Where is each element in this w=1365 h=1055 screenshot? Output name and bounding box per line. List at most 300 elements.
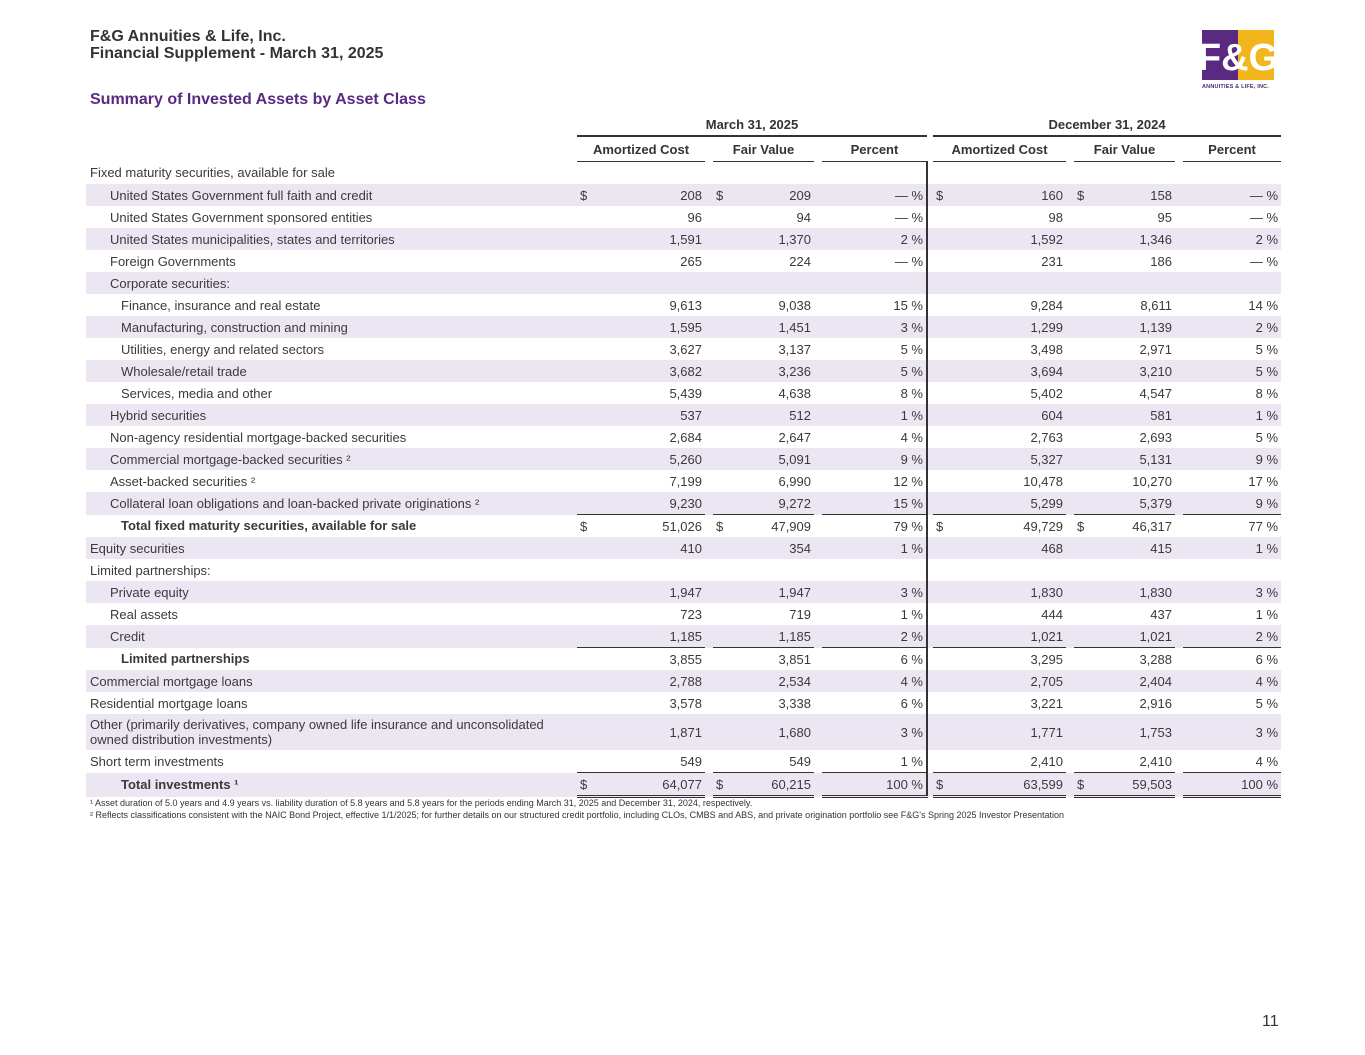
- cell-value: 3,855: [669, 651, 702, 667]
- fair-value-mar-2025: [713, 228, 814, 250]
- fair-value-dec-2024: [1074, 714, 1175, 750]
- fair-value-mar-2025: [713, 581, 814, 603]
- amortized-cost-dec-2024: [933, 162, 1066, 185]
- report-header: [90, 28, 383, 62]
- amortized-cost-mar-2025: [577, 492, 705, 515]
- table-row: [86, 692, 1281, 714]
- cell-value: 2 %: [1255, 628, 1279, 644]
- cell-value: 5,299: [1030, 495, 1063, 511]
- cell-value: 100 %: [886, 776, 923, 792]
- fair-value-dec-2024: [1074, 338, 1175, 360]
- table-row: [86, 294, 1281, 316]
- amortized-cost-dec-2024: [933, 714, 1066, 750]
- row-label: Services, media and other: [121, 385, 273, 401]
- table-row: [86, 537, 1281, 559]
- cell-value: 4 %: [900, 429, 923, 445]
- fair-value-mar-2025: [713, 492, 814, 515]
- percent-dec-2024: [1183, 470, 1281, 492]
- percent-dec-2024: [1183, 625, 1281, 648]
- percent-dec-2024: [1183, 692, 1281, 714]
- cell-value: 1,830: [1139, 584, 1172, 600]
- percent-mar-2025: [822, 603, 927, 625]
- cell-value: 3,338: [778, 695, 811, 711]
- cell-value: 2,647: [778, 429, 811, 445]
- cell-value: 719: [789, 606, 811, 622]
- fg-logo: [1197, 30, 1279, 92]
- row-label: Manufacturing, construction and mining: [86, 316, 571, 338]
- cell-value: 10,478: [1023, 473, 1063, 489]
- fair-value-mar-2025: [713, 448, 814, 470]
- cell-value: 2,788: [669, 673, 702, 689]
- cell-value: 512: [789, 407, 811, 423]
- cell-value: 5,379: [1139, 495, 1172, 511]
- cell-value: 4 %: [1255, 673, 1279, 689]
- amortized-cost-dec-2024: [933, 448, 1066, 470]
- fair-value-mar-2025: [713, 714, 814, 750]
- cell-value: 3,498: [1030, 341, 1063, 357]
- percent-mar-2025: [822, 382, 927, 404]
- amortized-cost-mar-2025: [577, 338, 705, 360]
- dollar-sign: $: [1077, 518, 1085, 534]
- fair-value-mar-2025: [713, 670, 814, 692]
- cell-value: 5,402: [1030, 385, 1063, 401]
- fair-value-dec-2024: [1074, 448, 1175, 470]
- cell-value: 3,210: [1139, 363, 1172, 379]
- table-row: [86, 625, 1281, 648]
- cell-value: 46,317: [1132, 518, 1172, 534]
- table-row: [86, 316, 1281, 338]
- logo-text: F&G: [1197, 37, 1279, 79]
- cell-value: 1,830: [1030, 584, 1063, 600]
- cell-value: 3,682: [669, 363, 702, 379]
- cell-value: — %: [894, 187, 923, 203]
- table-row: [86, 670, 1281, 692]
- amortized-cost-dec-2024: [933, 559, 1066, 581]
- amortized-cost-mar-2025: [577, 316, 705, 338]
- cell-value: 8 %: [1255, 385, 1279, 401]
- cell-value: 2,971: [1139, 341, 1172, 357]
- cell-value: 3,694: [1030, 363, 1063, 379]
- cell-value: 5 %: [1255, 695, 1279, 711]
- cell-value: — %: [894, 209, 923, 225]
- footnote-1: ¹ Asset duration of 5.0 years and 4.9 years vs. liability duration of 5.8 years and 5.8 years for the periods ending March 31, 2025 and December 31, 2024, respectively.: [90, 798, 753, 808]
- fair-value-dec-2024: [1074, 382, 1175, 404]
- cell-value: 354: [789, 540, 811, 556]
- table-row: [86, 515, 1281, 538]
- amortized-cost-dec-2024: [933, 250, 1066, 272]
- row-label: Real assets: [110, 606, 178, 622]
- amortized-cost-dec-2024: [933, 648, 1066, 671]
- cell-value: 2 %: [1255, 319, 1279, 335]
- percent-mar-2025: [822, 714, 927, 750]
- amortized-cost-mar-2025: [577, 670, 705, 692]
- percent-dec-2024: [1183, 272, 1281, 294]
- cell-value: 2,684: [669, 429, 702, 445]
- cell-value: 3,221: [1030, 695, 1063, 711]
- cell-value: 96: [687, 209, 702, 225]
- cell-value: 51,026: [662, 518, 702, 534]
- percent-dec-2024: [1183, 581, 1281, 603]
- percent-dec-2024: [1183, 162, 1281, 185]
- table-row: [86, 382, 1281, 404]
- percent-mar-2025: [822, 316, 927, 338]
- percent-dec-2024: [1183, 492, 1281, 515]
- table-row: [86, 272, 1281, 294]
- cell-value: 3,578: [669, 695, 702, 711]
- amortized-cost-dec-2024: [933, 206, 1066, 228]
- cell-value: 415: [1150, 540, 1172, 556]
- cell-value: 444: [1041, 606, 1063, 622]
- cell-value: 6 %: [900, 695, 923, 711]
- cell-value: 2,693: [1139, 429, 1172, 445]
- fair-value-mar-2025: [713, 162, 814, 185]
- cell-value: 1,871: [669, 724, 702, 740]
- cell-value: 6 %: [900, 651, 923, 667]
- percent-mar-2025: [822, 338, 927, 360]
- fair-value-dec-2024: [1074, 692, 1175, 714]
- percent-dec-2024: [1183, 404, 1281, 426]
- cell-value: 2,534: [778, 673, 811, 689]
- cell-value: 2 %: [900, 231, 923, 247]
- cell-value: 2,410: [1139, 753, 1172, 769]
- fair-value-mar-2025: [713, 648, 814, 671]
- fair-value-dec-2024: [1074, 426, 1175, 448]
- cell-value: 9,230: [669, 495, 702, 511]
- cell-value: 1,346: [1139, 231, 1172, 247]
- row-label: Non-agency residential mortgage-backed securities: [110, 429, 407, 445]
- footnote-2: ² Reflects classifications consistent with the NAIC Bond Project, effective 1/1/2025; for further details on our structured credit portfolio, including CLOs, CMBS and ABS, and private origination portfolio see F&G's Spring 2025 Investor Presentation: [90, 810, 1065, 820]
- fair-value-mar-2025: [713, 206, 814, 228]
- percent-dec-2024: [1183, 714, 1281, 750]
- row-label: Finance, insurance and real estate: [121, 297, 321, 313]
- dollar-sign: $: [580, 518, 588, 534]
- fair-value-dec-2024: [1074, 537, 1175, 559]
- fair-value-mar-2025: [713, 250, 814, 272]
- table-row: [86, 206, 1281, 228]
- percent-mar-2025: [822, 228, 927, 250]
- amortized-cost-dec-2024: [933, 272, 1066, 294]
- amortized-cost-mar-2025: [577, 250, 705, 272]
- cell-value: 2 %: [1255, 231, 1279, 247]
- amortized-cost-dec-2024: [933, 404, 1066, 426]
- cell-value: 4,547: [1139, 385, 1172, 401]
- cell-value: 2,763: [1030, 429, 1063, 445]
- col-amortized-cost: Amortized Cost: [577, 136, 705, 162]
- cell-value: 6 %: [1255, 651, 1279, 667]
- row-label: Commercial mortgage-backed securities ²: [86, 448, 571, 470]
- cell-value: 9,613: [669, 297, 702, 313]
- fair-value-mar-2025: [713, 603, 814, 625]
- fair-value-dec-2024: [1074, 670, 1175, 692]
- amortized-cost-dec-2024: [933, 692, 1066, 714]
- cell-value: 160: [1041, 187, 1063, 203]
- table-row: [86, 360, 1281, 382]
- table-row: [86, 162, 1281, 185]
- fair-value-dec-2024: [1074, 603, 1175, 625]
- row-label: Wholesale/retail trade: [86, 360, 571, 382]
- cell-value: 98: [1048, 209, 1063, 225]
- fair-value-dec-2024: [1074, 559, 1175, 581]
- table-row: [86, 184, 1281, 206]
- cell-value: 2,705: [1030, 673, 1063, 689]
- table-row: [86, 492, 1281, 515]
- fair-value-mar-2025: [713, 559, 814, 581]
- fair-value-mar-2025: [713, 750, 814, 773]
- fair-value-mar-2025: [713, 537, 814, 559]
- row-label: Total investments ¹: [86, 773, 571, 797]
- cell-value: 4 %: [900, 673, 923, 689]
- percent-mar-2025: [822, 648, 927, 671]
- fair-value-dec-2024: [1074, 648, 1175, 671]
- fair-value-mar-2025: [713, 338, 814, 360]
- cell-value: — %: [1249, 253, 1279, 269]
- amortized-cost-mar-2025: [577, 581, 705, 603]
- company-name: F&G Annuities & Life, Inc.: [90, 28, 286, 45]
- percent-mar-2025: [822, 360, 927, 382]
- cell-value: 5 %: [1255, 429, 1279, 445]
- amortized-cost-dec-2024: [933, 773, 1066, 797]
- dollar-sign: $: [1077, 776, 1085, 792]
- col-fair-value: Fair Value: [1074, 136, 1175, 162]
- percent-dec-2024: [1183, 537, 1281, 559]
- period-march-2025: March 31, 2025: [577, 113, 927, 136]
- cell-value: 1 %: [900, 407, 923, 423]
- cell-value: 9,284: [1030, 297, 1063, 313]
- amortized-cost-dec-2024: [933, 360, 1066, 382]
- percent-mar-2025: [822, 625, 927, 648]
- cell-value: 8 %: [900, 385, 923, 401]
- fair-value-dec-2024: [1074, 470, 1175, 492]
- amortized-cost-dec-2024: [933, 515, 1066, 538]
- row-label: Residential mortgage loans: [90, 695, 248, 711]
- cell-value: 537: [680, 407, 702, 423]
- percent-dec-2024: [1183, 648, 1281, 671]
- fair-value-dec-2024: [1074, 581, 1175, 603]
- amortized-cost-dec-2024: [933, 750, 1066, 773]
- fair-value-dec-2024: [1074, 206, 1175, 228]
- fair-value-dec-2024: [1074, 404, 1175, 426]
- cell-value: 5 %: [1255, 341, 1279, 357]
- cell-value: 10,270: [1132, 473, 1172, 489]
- amortized-cost-mar-2025: [577, 448, 705, 470]
- column-header-row: [86, 136, 1281, 162]
- cell-value: 2,410: [1030, 753, 1063, 769]
- percent-mar-2025: [822, 559, 927, 581]
- percent-dec-2024: [1183, 603, 1281, 625]
- amortized-cost-mar-2025: [577, 625, 705, 648]
- cell-value: 3,627: [669, 341, 702, 357]
- fair-value-mar-2025: [713, 426, 814, 448]
- cell-value: 5,439: [669, 385, 702, 401]
- fair-value-mar-2025: [713, 360, 814, 382]
- cell-value: 468: [1041, 540, 1063, 556]
- cell-value: 5 %: [1255, 363, 1279, 379]
- row-label: Limited partnerships: [121, 651, 250, 667]
- percent-mar-2025: [822, 515, 927, 538]
- percent-dec-2024: [1183, 316, 1281, 338]
- dollar-sign: $: [580, 187, 588, 203]
- percent-mar-2025: [822, 250, 927, 272]
- dollar-sign: $: [1077, 187, 1085, 203]
- cell-value: 549: [789, 753, 811, 769]
- percent-mar-2025: [822, 162, 927, 185]
- cell-value: 1,451: [778, 319, 811, 335]
- percent-mar-2025: [822, 581, 927, 603]
- cell-value: — %: [1249, 187, 1279, 203]
- fair-value-dec-2024: [1074, 316, 1175, 338]
- table-row: [86, 559, 1281, 581]
- fair-value-mar-2025: [713, 470, 814, 492]
- fair-value-mar-2025: [713, 316, 814, 338]
- cell-value: 1,591: [669, 231, 702, 247]
- cell-value: 1,185: [669, 628, 702, 644]
- fair-value-mar-2025: [713, 773, 814, 797]
- percent-dec-2024: [1183, 670, 1281, 692]
- percent-dec-2024: [1183, 294, 1281, 316]
- cell-value: 5,327: [1030, 451, 1063, 467]
- percent-dec-2024: [1183, 228, 1281, 250]
- table-row: [86, 404, 1281, 426]
- amortized-cost-mar-2025: [577, 382, 705, 404]
- cell-value: 209: [789, 187, 811, 203]
- cell-value: 3,137: [778, 341, 811, 357]
- dollar-sign: $: [580, 776, 588, 792]
- footnotes: [90, 797, 1064, 821]
- cell-value: 2,916: [1139, 695, 1172, 711]
- cell-value: 4,638: [778, 385, 811, 401]
- logo-tagline: ANNUITIES & LIFE, INC.: [1202, 84, 1270, 90]
- cell-value: 14 %: [1248, 297, 1279, 313]
- amortized-cost-dec-2024: [933, 228, 1066, 250]
- cell-value: 1,370: [778, 231, 811, 247]
- percent-dec-2024: [1183, 184, 1281, 206]
- fair-value-dec-2024: [1074, 272, 1175, 294]
- fair-value-mar-2025: [713, 382, 814, 404]
- cell-value: 60,215: [771, 776, 811, 792]
- amortized-cost-mar-2025: [577, 228, 705, 250]
- percent-mar-2025: [822, 692, 927, 714]
- fair-value-mar-2025: [713, 184, 814, 206]
- amortized-cost-mar-2025: [577, 162, 705, 185]
- fair-value-dec-2024: [1074, 228, 1175, 250]
- col-fair-value: Fair Value: [713, 136, 814, 162]
- cell-value: 1,021: [1139, 628, 1172, 644]
- percent-mar-2025: [822, 448, 927, 470]
- cell-value: 1,771: [1030, 724, 1063, 740]
- section-title: Summary of Invested Assets by Asset Class: [90, 91, 426, 108]
- cell-value: 79 %: [893, 518, 923, 534]
- fg-logo-mark: [1197, 30, 1279, 80]
- row-label: Limited partnerships:: [90, 562, 211, 578]
- percent-mar-2025: [822, 750, 927, 773]
- fair-value-mar-2025: [713, 272, 814, 294]
- fair-value-dec-2024: [1074, 773, 1175, 797]
- cell-value: 3 %: [900, 319, 923, 335]
- cell-value: 265: [680, 253, 702, 269]
- row-label: Credit: [86, 625, 571, 648]
- amortized-cost-mar-2025: [577, 360, 705, 382]
- percent-mar-2025: [822, 404, 927, 426]
- cell-value: 3,851: [778, 651, 811, 667]
- cell-value: 5 %: [900, 341, 923, 357]
- amortized-cost-mar-2025: [577, 648, 705, 671]
- cell-value: 9,272: [778, 495, 811, 511]
- cell-value: 8,611: [1140, 297, 1172, 313]
- dollar-sign: $: [936, 776, 944, 792]
- amortized-cost-dec-2024: [933, 470, 1066, 492]
- cell-value: 9 %: [1255, 495, 1279, 511]
- amortized-cost-mar-2025: [577, 537, 705, 559]
- invested-assets-table: [86, 113, 1281, 798]
- fair-value-dec-2024: [1074, 360, 1175, 382]
- amortized-cost-mar-2025: [577, 692, 705, 714]
- cell-value: — %: [894, 253, 923, 269]
- cell-value: 1 %: [900, 606, 923, 622]
- cell-value: 63,599: [1023, 776, 1063, 792]
- row-label: Foreign Governments: [110, 253, 236, 269]
- amortized-cost-dec-2024: [933, 537, 1066, 559]
- amortized-cost-dec-2024: [933, 625, 1066, 648]
- cell-value: 158: [1150, 187, 1172, 203]
- table-row: [86, 448, 1281, 470]
- cell-value: 94: [796, 209, 811, 225]
- dollar-sign: $: [936, 518, 944, 534]
- cell-value: 64,077: [662, 776, 702, 792]
- cell-value: 224: [789, 253, 811, 269]
- amortized-cost-dec-2024: [933, 670, 1066, 692]
- amortized-cost-mar-2025: [577, 559, 705, 581]
- cell-value: 9,038: [778, 297, 811, 313]
- amortized-cost-mar-2025: [577, 184, 705, 206]
- row-label: Commercial mortgage loans: [86, 670, 571, 692]
- cell-value: 1,299: [1030, 319, 1063, 335]
- cell-value: 95: [1157, 209, 1172, 225]
- cell-value: 549: [680, 753, 702, 769]
- cell-value: 1,947: [669, 584, 702, 600]
- cell-value: 1,680: [778, 724, 811, 740]
- percent-dec-2024: [1183, 750, 1281, 773]
- cell-value: 1 %: [900, 753, 923, 769]
- amortized-cost-mar-2025: [577, 773, 705, 797]
- cell-value: 1 %: [1255, 540, 1279, 556]
- row-label: Fixed maturity securities, available for sale: [90, 165, 335, 181]
- amortized-cost-dec-2024: [933, 316, 1066, 338]
- cell-value: 9 %: [1255, 451, 1279, 467]
- percent-mar-2025: [822, 206, 927, 228]
- cell-value: — %: [1249, 209, 1279, 225]
- cell-value: 15 %: [893, 495, 923, 511]
- fair-value-dec-2024: [1074, 492, 1175, 515]
- dollar-sign: $: [716, 518, 724, 534]
- fair-value-dec-2024: [1074, 515, 1175, 538]
- percent-dec-2024: [1183, 250, 1281, 272]
- cell-value: 1,595: [669, 319, 702, 335]
- percent-dec-2024: [1183, 559, 1281, 581]
- cell-value: 17 %: [1248, 473, 1279, 489]
- row-label: Short term investments: [90, 753, 224, 769]
- fair-value-dec-2024: [1074, 625, 1175, 648]
- table-row: [86, 250, 1281, 272]
- cell-value: 604: [1041, 407, 1063, 423]
- fair-value-mar-2025: [713, 625, 814, 648]
- fair-value-dec-2024: [1074, 250, 1175, 272]
- cell-value: 5,091: [778, 451, 811, 467]
- cell-value: 59,503: [1132, 776, 1172, 792]
- cell-value: 581: [1150, 407, 1172, 423]
- period-header-row: [86, 113, 1281, 136]
- percent-mar-2025: [822, 294, 927, 316]
- percent-mar-2025: [822, 184, 927, 206]
